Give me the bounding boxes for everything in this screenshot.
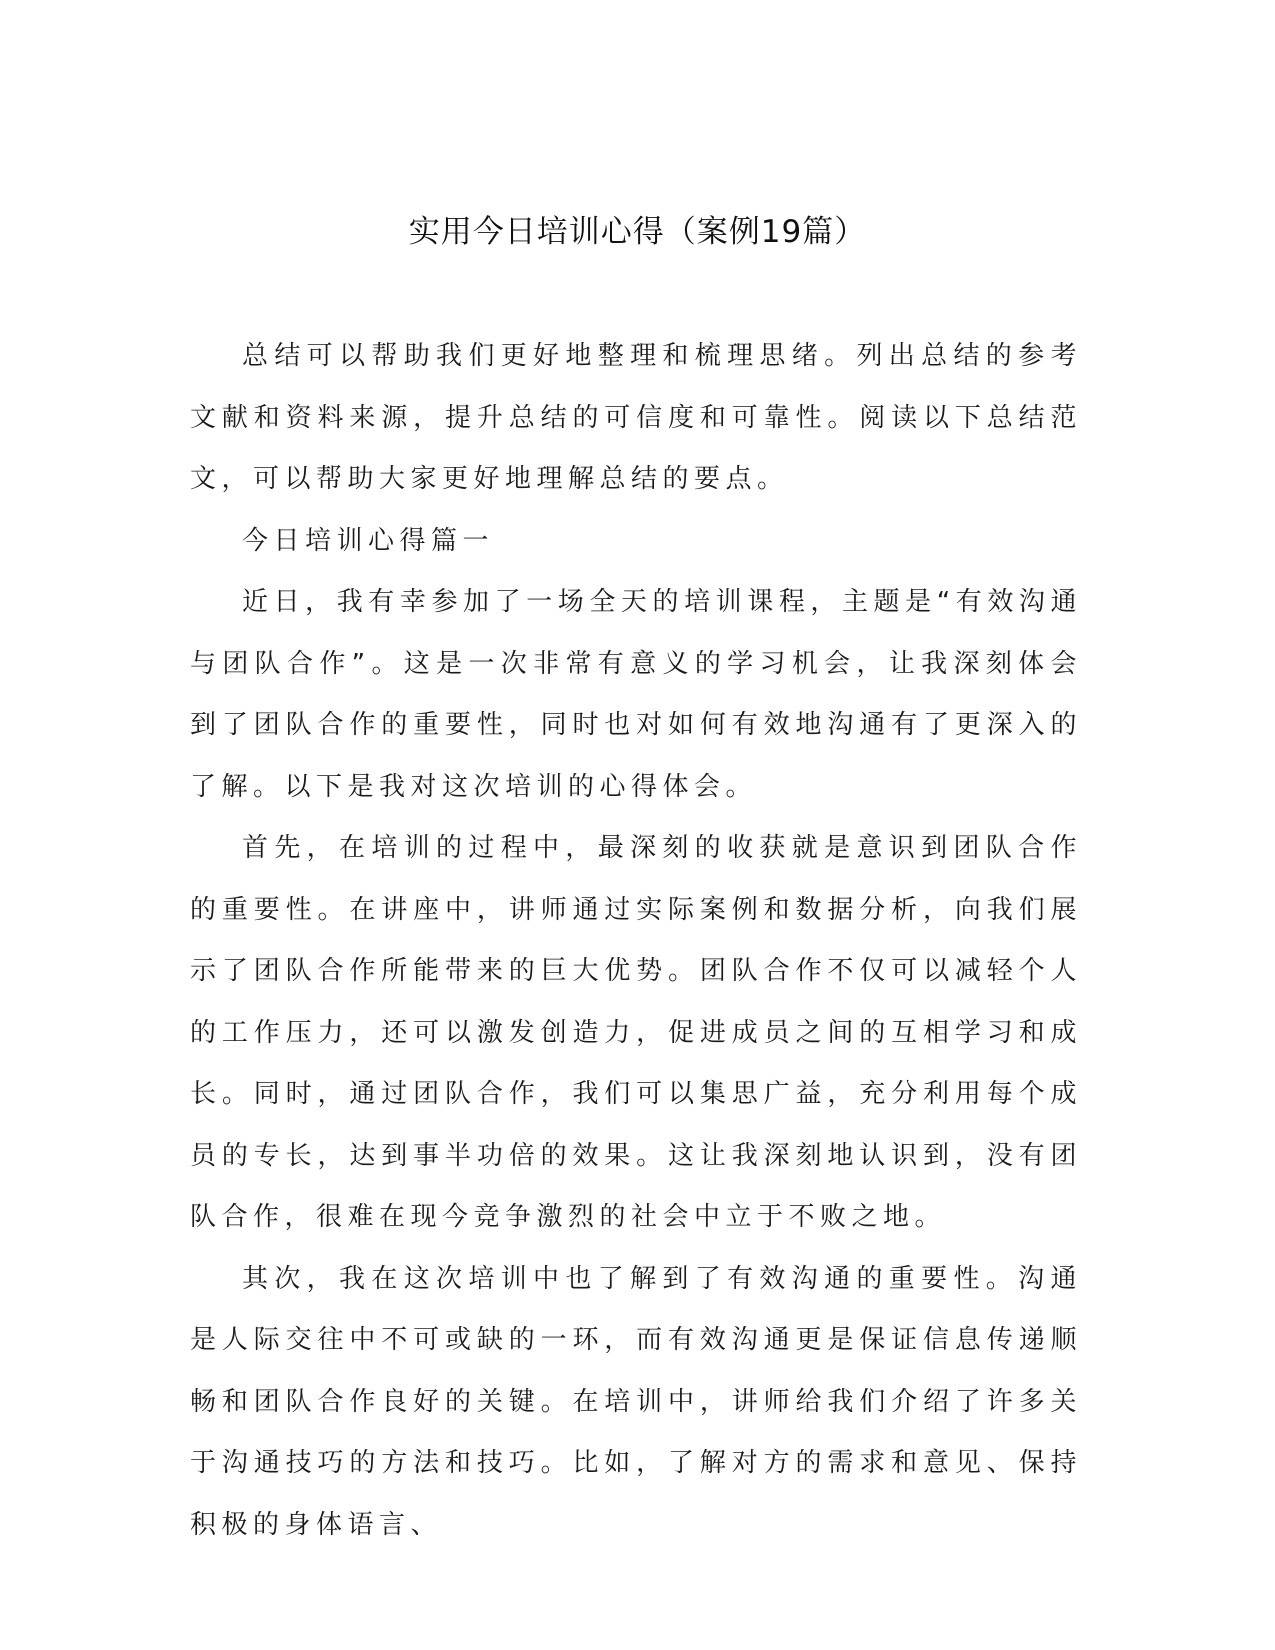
body-paragraph-2: 首先，在培训的过程中，最深刻的收获就是意识到团队合作的重要性。在讲座中，讲师通过实际案例和数据分析，向我们展示了团队合作所能带来的巨大优势。团队合作不仅可以减轻个人的工作压力，还可以激发创造力，促进成员之间的互相学习和成长。同时，通过团队合作，我们可以集思广益，充分利用每个成员的专长，达到事半功倍的效果。这让我深刻地认识到，没有团队合作，很难在现今竞争激烈的社会中立于不败之地。 bbox=[190, 833, 1082, 1232]
document-title: 实用今日培训心得（案例19篇） bbox=[408, 214, 867, 250]
section-heading: 今日培训心得篇一 bbox=[242, 525, 495, 556]
body-paragraph-3: 其次，我在这次培训中也了解到了有效沟通的重要性。沟通是人际交往中不可或缺的一环，而有效沟通更是保证信息传递顺畅和团队合作良好的关键。在培训中，讲师给我们介绍了许多关于沟通技巧的方法和技巧。比如，了解对方的需求和意见、保持积极的身体语言、 bbox=[190, 1263, 1082, 1540]
body-paragraph-1: 近日，我有幸参加了一场全天的培训课程，主题是“有效沟通与团队合作”。这是一次非常有意义的学习机会，让我深刻体会到了团队合作的重要性，同时也对如何有效地沟通有了更深入的了解。以下是我对这次培训的心得体会。 bbox=[190, 587, 1082, 802]
intro-paragraph: 总结可以帮助我们更好地整理和梳理思绪。列出总结的参考文献和资料来源，提升总结的可信度和可靠性。阅读以下总结范文，可以帮助大家更好地理解总结的要点。 bbox=[190, 341, 1082, 494]
document-body bbox=[190, 326, 1082, 1556]
